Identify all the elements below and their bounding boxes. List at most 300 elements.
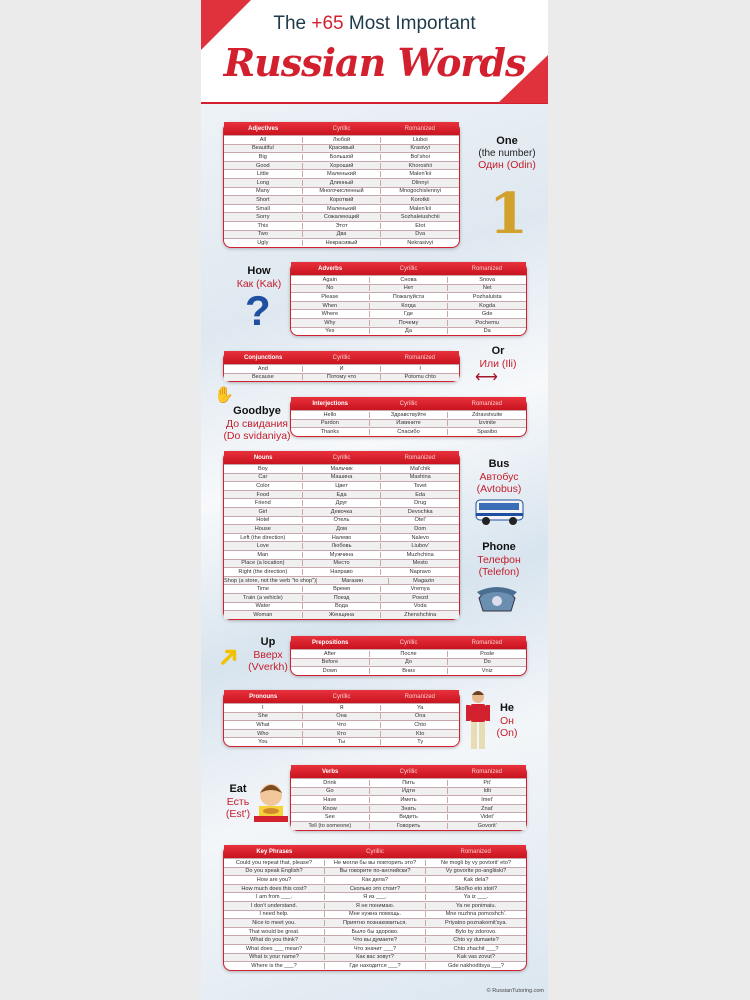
cell-english: You (258, 739, 268, 746)
cell-cyrillic: Дом (302, 526, 381, 532)
column-header-romanized: Romanized (471, 265, 502, 272)
table-header (224, 122, 459, 135)
cell-romanized: Ona (380, 713, 459, 719)
table-row (224, 720, 459, 729)
cell-cyrillic: Отель (302, 517, 381, 523)
cell-english: Pardon (320, 420, 339, 427)
table-row (291, 666, 526, 675)
table-title: Key Phrases (256, 848, 293, 855)
table-row (224, 507, 459, 516)
table-row (224, 464, 459, 473)
cell-english: Before (321, 659, 339, 666)
pronouns-table (223, 690, 460, 747)
column-header-romanized: Romanized (404, 454, 435, 461)
cell-cyrillic: Нет (369, 285, 448, 291)
cell-romanized: Poezd (380, 595, 459, 601)
label-ru: Один (Odin) (478, 159, 536, 172)
cell-english: Big (258, 153, 267, 160)
table-body (291, 649, 526, 675)
label-ru-roman: (On) (496, 726, 518, 739)
cell-cyrillic: Магазин (316, 578, 388, 584)
cell-cyrillic: Потому что (302, 374, 381, 380)
cell-romanized: Krasivyi (380, 145, 459, 151)
cell-romanized: Pit' (447, 780, 526, 786)
table-row (291, 284, 526, 293)
cell-english: Down (322, 667, 337, 674)
cell-cyrillic: Два (302, 231, 381, 237)
cell-romanized: Magazin (388, 578, 460, 584)
cell-cyrillic: Что значит ___? (324, 946, 425, 952)
table-row (224, 858, 526, 867)
cell-cyrillic: Любой (302, 137, 381, 143)
table-row (224, 178, 459, 187)
bus-icon (475, 497, 525, 527)
table-row (224, 533, 459, 542)
cell-romanized: Mne nuzhna pomoshch'. (425, 911, 526, 917)
table-row (224, 953, 526, 962)
cell-romanized: Do (447, 659, 526, 665)
cell-english: Love (256, 543, 269, 550)
cell-romanized: Znat' (447, 806, 526, 812)
cell-romanized: Malen'kii (380, 171, 459, 177)
cell-romanized: Posle (447, 651, 526, 657)
cell-romanized: Spasibo (447, 429, 526, 435)
cell-cyrillic: Налево (302, 535, 381, 541)
cell-cyrillic: Не могли бы вы повторить это? (324, 860, 425, 866)
cell-english: All (259, 136, 266, 143)
table-body (224, 703, 459, 746)
table-row (224, 944, 526, 953)
table-row (224, 187, 459, 196)
label-ru: Вверх (253, 648, 283, 661)
cell-english: Tell (to someone) (308, 822, 352, 829)
label-ru: Или (Ili) (479, 357, 517, 370)
cell-cyrillic: Этот (302, 223, 381, 229)
table-row (291, 410, 526, 419)
cell-english: Drink (323, 779, 337, 786)
cell-english: Have (323, 796, 337, 803)
cell-cyrillic: Женщина (302, 612, 381, 618)
cell-cyrillic: Мужчина (302, 552, 381, 558)
table-row (224, 364, 459, 373)
label-en-note: (the number) (478, 147, 536, 159)
table-title: Adverbs (318, 265, 343, 272)
cell-romanized: Kak vas zovut? (425, 954, 526, 960)
cell-english: Why (324, 319, 336, 326)
cell-cyrillic: Я (302, 705, 381, 711)
cell-cyrillic: Машина (302, 474, 381, 480)
table-row (291, 778, 526, 787)
cell-english: Do you speak English? (245, 868, 303, 875)
verbs-table (290, 765, 527, 831)
cell-english: Yes (325, 328, 335, 335)
table-header (224, 845, 526, 858)
cell-cyrillic: Ты (302, 739, 381, 745)
cell-english: I need help. (259, 911, 289, 918)
cell-english: Little (256, 171, 269, 178)
table-header (291, 397, 526, 410)
cell-english: Thanks (320, 428, 339, 435)
double-arrow-icon: ⟷ (475, 369, 498, 386)
cell-cyrillic: Иметь (369, 797, 448, 803)
label-how (229, 265, 289, 290)
table-row (224, 576, 459, 585)
table-row (224, 593, 459, 602)
cell-romanized: Idti (447, 788, 526, 794)
table-row (224, 550, 459, 559)
cell-romanized: Gde nakhoditsya ___? (425, 963, 526, 969)
cell-romanized: Voda (380, 603, 459, 609)
label-en: He (499, 702, 515, 714)
cell-romanized: Ya iz ___. (425, 894, 526, 900)
cell-romanized: Ya ne ponimaiu. (425, 903, 526, 909)
cell-english: Two (257, 231, 268, 238)
cell-english: Boy (258, 465, 268, 472)
cell-cyrillic: Хороший (302, 163, 381, 169)
cell-romanized: Dom (380, 526, 459, 532)
question-mark-icon: ? (245, 287, 271, 334)
table-row (224, 204, 459, 213)
cell-cyrillic: Длинный (302, 180, 381, 186)
cell-romanized: Ya (380, 705, 459, 711)
column-header-cyrillic: Cyrillic (366, 848, 384, 855)
cell-cyrillic: Знать (369, 806, 448, 812)
cell-cyrillic: Еда (302, 492, 381, 498)
cell-english: That would be great. (248, 928, 300, 935)
table-row (224, 901, 526, 910)
label-eat (223, 783, 253, 820)
cell-english: Nice to meet you. (252, 919, 296, 926)
cell-romanized: Malen'kii (380, 206, 459, 212)
column-header-romanized: Romanized (404, 354, 435, 361)
table-body (224, 858, 526, 970)
cell-romanized: Nekrasivyi (380, 240, 459, 246)
cell-romanized: Ne mogli by vy povtorit' eto? (425, 860, 526, 866)
cell-romanized: Otel' (380, 517, 459, 523)
column-header-cyrillic: Cyrillic (332, 454, 351, 461)
cell-romanized: Priyatno poznakomit'sya. (425, 920, 526, 926)
table-title: Pronouns (249, 693, 278, 700)
label-en: How (247, 265, 271, 277)
cell-cyrillic: Цвет (302, 483, 381, 489)
table-body (224, 464, 459, 619)
cell-english: I (262, 704, 264, 711)
cell-english: Because (251, 374, 274, 381)
label-ru: Он (500, 714, 514, 727)
table-row (224, 918, 526, 927)
cell-cyrillic: До (369, 659, 448, 665)
table-row (224, 144, 459, 153)
table-header (291, 765, 526, 778)
cell-english: What (256, 721, 270, 728)
cell-romanized: Mnogochislennyi (380, 188, 459, 194)
cell-english: Friend (254, 500, 271, 507)
cell-romanized: Eda (380, 492, 459, 498)
label-en: Phone (482, 541, 516, 553)
title-text: Most Important (343, 13, 476, 34)
table-row (291, 309, 526, 318)
poster (201, 0, 548, 1000)
label-ru: Автобус (479, 470, 519, 483)
cell-english: Hello (323, 411, 337, 418)
table-row (224, 135, 459, 144)
cell-english: Train (a vehicle) (242, 594, 283, 601)
table-row (291, 427, 526, 436)
table-row (291, 787, 526, 796)
cell-english: I am from ___. (255, 894, 293, 901)
cell-cyrillic: Видеть (369, 814, 448, 820)
table-row (224, 602, 459, 611)
table-row (224, 875, 526, 884)
label-en: Up (260, 636, 276, 648)
cell-cyrillic: Я из ___. (324, 894, 425, 900)
cell-cyrillic: Снова (369, 277, 448, 283)
cell-cyrillic: Девочка (302, 509, 381, 515)
eating-boy-icon (254, 781, 288, 823)
table-body (291, 410, 526, 436)
table-row (224, 927, 526, 936)
table-title: Interjections (312, 400, 348, 407)
table-row (224, 884, 526, 893)
cell-romanized: Bol'shoi (380, 154, 459, 160)
table-row (291, 292, 526, 301)
cell-english: Sorry (256, 214, 270, 221)
cell-cyrillic: Как дела? (324, 877, 425, 883)
cell-romanized: Chto (380, 722, 459, 728)
title-line-1 (201, 13, 548, 35)
cell-english: Again (322, 276, 337, 283)
cell-cyrillic: Приятно познакомиться. (324, 920, 425, 926)
cell-romanized: Da (447, 328, 526, 334)
label-ru: Как (Kak) (236, 277, 282, 290)
cell-english: Where (321, 311, 339, 318)
column-header-cyrillic: Cyrillic (399, 768, 418, 775)
cell-romanized: Dlinnyi (380, 180, 459, 186)
label-he (493, 702, 521, 739)
table-row (224, 169, 459, 178)
table-row (224, 559, 459, 568)
cell-romanized: Khoroshii (380, 163, 459, 169)
cell-english: Left (the direction) (240, 534, 286, 541)
cell-english: Could you repeat that, please? (235, 859, 313, 866)
label-ru-roman: (Telefon) (478, 565, 520, 578)
column-header-cyrillic: Cyrillic (399, 265, 418, 272)
number-one-icon: 1 (489, 181, 528, 247)
cell-cyrillic: Было бы здорово. (324, 929, 425, 935)
cell-cyrillic: Говорить (369, 823, 448, 829)
up-arrow-icon: ➜ (209, 637, 248, 676)
table-row (291, 658, 526, 667)
label-en: One (496, 135, 518, 147)
cell-english: Who (257, 730, 269, 737)
table-row (291, 301, 526, 310)
nouns-table (223, 451, 460, 620)
cell-english: What does ___ mean? (245, 945, 303, 952)
cell-romanized: Nalevo (380, 535, 459, 541)
table-row (224, 473, 459, 482)
table-row (224, 892, 526, 901)
label-en: Eat (229, 783, 247, 795)
table-row (291, 649, 526, 658)
cell-cyrillic: Почему (369, 320, 448, 326)
table-row (224, 221, 459, 230)
adjectives-table (223, 122, 460, 248)
cell-english: Woman (253, 611, 273, 618)
cell-romanized: Devochka (380, 509, 459, 515)
cell-romanized: Vniz (447, 668, 526, 674)
cell-romanized: Izvinite (447, 420, 526, 426)
cell-english: Time (256, 586, 269, 593)
column-header-cyrillic: Cyrillic (332, 354, 351, 361)
cell-cyrillic: Направо (302, 569, 381, 575)
label-ru-roman: (Do svidaniya) (223, 429, 291, 442)
column-header-cyrillic: Cyrillic (332, 693, 351, 700)
cell-romanized: Videt' (447, 814, 526, 820)
cell-cyrillic: Что вы думаете? (324, 937, 425, 943)
cell-english: Short (256, 196, 270, 203)
cell-romanized: Mal'chik (380, 466, 459, 472)
cell-romanized: Net (447, 285, 526, 291)
table-body (224, 135, 459, 247)
cell-romanized: Chto zhachit ___? (425, 946, 526, 952)
table-row (291, 812, 526, 821)
table-row (224, 212, 459, 221)
cell-cyrillic: Некрасивый (302, 240, 381, 246)
table-row (224, 610, 459, 619)
copyright: © RussianTutoring.com (486, 988, 544, 994)
table-row (224, 490, 459, 499)
cell-romanized: Muzhchina (380, 552, 459, 558)
table-row (224, 152, 459, 161)
label-en: Or (491, 345, 505, 357)
cell-romanized: Mashina (380, 474, 459, 480)
table-row (224, 729, 459, 738)
cell-cyrillic: Мальчик (302, 466, 381, 472)
title-line-2: Russian Words (223, 40, 526, 85)
cell-cyrillic: Пожалуйста (369, 294, 448, 300)
telephone-icon (475, 584, 519, 614)
table-body (291, 778, 526, 830)
column-header-romanized: Romanized (471, 400, 502, 407)
table-row (224, 516, 459, 525)
cell-cyrillic: Где находится ___? (324, 963, 425, 969)
column-header-cyrillic: Cyrillic (399, 400, 418, 407)
adverbs-table (290, 262, 527, 336)
table-row (224, 161, 459, 170)
table-body (291, 275, 526, 335)
cell-romanized: Skol'ko eto stoit? (425, 886, 526, 892)
cell-cyrillic: Любовь (302, 543, 381, 549)
cell-english: Good (255, 162, 270, 169)
cell-english: How are you? (256, 876, 292, 883)
cell-english: Where is the ___? (251, 962, 297, 969)
cell-english: Girl (258, 508, 268, 515)
cell-cyrillic: И (302, 366, 381, 372)
cell-romanized: Pozhaluista (447, 294, 526, 300)
table-row (224, 238, 459, 247)
label-bus (469, 458, 529, 495)
cell-cyrillic: Время (302, 586, 381, 592)
cell-english: When (322, 302, 338, 309)
cell-cyrillic: Извините (369, 420, 448, 426)
cell-english: I don't understand. (250, 902, 298, 909)
column-header-cyrillic: Cyrillic (399, 639, 418, 646)
header (201, 0, 548, 104)
cell-english: Long (256, 179, 270, 186)
cell-english: She (257, 713, 268, 720)
cell-cyrillic: Идти (369, 788, 448, 794)
man-icon (465, 689, 491, 751)
cell-english: House (254, 525, 271, 532)
cell-romanized: Chto vy dumaete? (425, 937, 526, 943)
cell-english: Hotel (256, 517, 270, 524)
table-row (291, 318, 526, 327)
cell-cyrillic: Как вас зовут? (324, 954, 425, 960)
table-row (224, 541, 459, 550)
cell-english: Food (256, 491, 270, 498)
cell-cyrillic: Место (302, 560, 381, 566)
cell-english: See (324, 814, 335, 821)
interjections-table (290, 397, 527, 437)
cell-english: What do you think? (250, 937, 298, 944)
cell-cyrillic: Друг (302, 500, 381, 506)
cell-romanized: Pochemu (447, 320, 526, 326)
column-header-romanized: Romanized (460, 848, 491, 855)
label-ru-roman: (Vverkh) (248, 660, 288, 673)
label-ru: Есть (226, 795, 250, 808)
cell-english: Go (326, 788, 334, 795)
cell-romanized: Vy govorite po-angliiski? (425, 868, 526, 874)
table-title: Conjunctions (243, 354, 283, 361)
cell-cyrillic: Пить (369, 780, 448, 786)
cell-cyrillic: Кто (302, 731, 381, 737)
cell-romanized: Zhenshchina (380, 612, 459, 618)
cell-cyrillic: Здравствуйте (369, 412, 448, 418)
cell-romanized: Bylo by zdorovo. (425, 929, 526, 935)
cell-romanized: Sozhaleiushchii (380, 214, 459, 220)
cell-romanized: Dva (380, 231, 459, 237)
cell-romanized: Snova (447, 277, 526, 283)
table-header (224, 451, 459, 464)
table-row (291, 419, 526, 428)
label-phone (469, 541, 529, 578)
table-row (291, 275, 526, 284)
table-header (224, 351, 459, 364)
cell-english: What is your name? (249, 954, 299, 961)
cell-romanized: Tsvet (380, 483, 459, 489)
label-up (247, 636, 289, 673)
table-row (224, 481, 459, 490)
cell-english: Ugly (257, 239, 269, 246)
waving-hand-icon: ✋ (214, 387, 234, 404)
cell-english: No (326, 285, 334, 292)
table-row (291, 821, 526, 830)
cell-cyrillic: Вы говорите по-английски? (324, 868, 425, 874)
cell-romanized: Kto (380, 731, 459, 737)
label-goodbye (221, 405, 293, 442)
cell-english: Shop (a store, not the verb "to shop") (224, 577, 316, 584)
cell-english: This (257, 222, 269, 229)
cell-english: Right (the direction) (238, 568, 288, 575)
cell-romanized: Potomu chto (380, 374, 459, 380)
table-row (224, 524, 459, 533)
table-row (224, 567, 459, 576)
label-ru-roman: (Avtobus) (476, 482, 522, 495)
cell-cyrillic: Поезд (302, 595, 381, 601)
cell-cyrillic: Я не понимаю. (324, 903, 425, 909)
cell-romanized: Napravo (380, 569, 459, 575)
label-ru: Телефон (477, 553, 521, 566)
